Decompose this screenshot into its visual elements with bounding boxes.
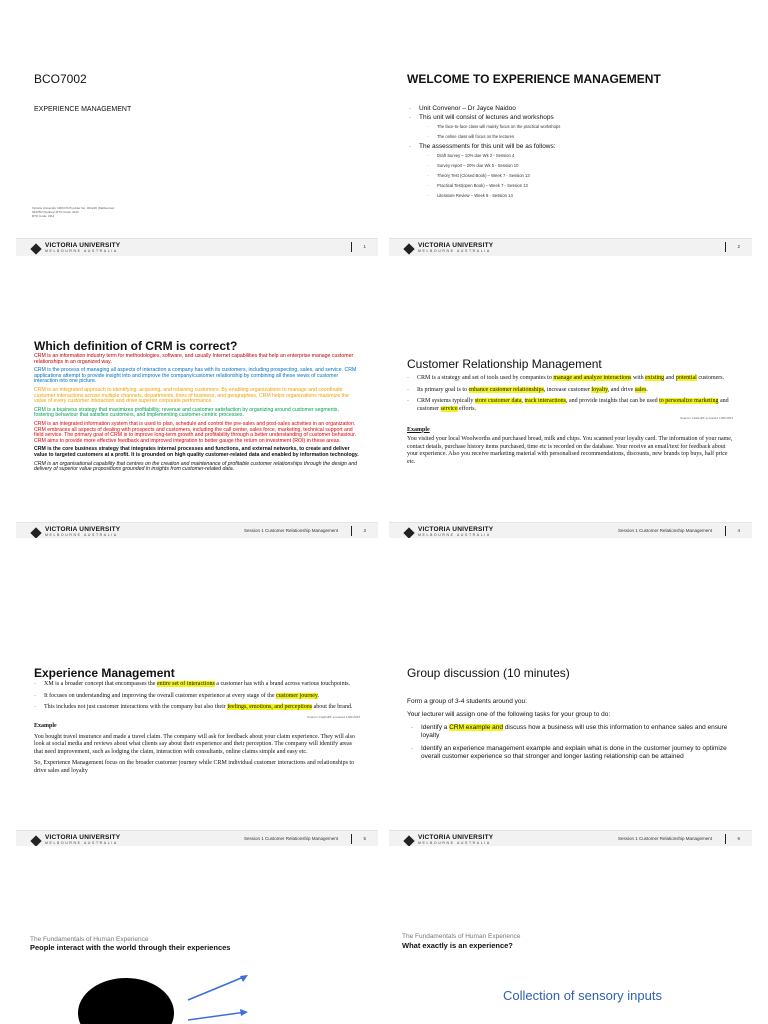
crm-definition: CRM is the process of managing all aspects of interaction a company has with its customers, including prospecting, sales, and service. CRM applications attempt to provide insight into and improve the company/customer relationship by combining all these views of customer interaction into one picture. [34,367,357,385]
slide-title: Group discussion (10 minutes) [407,666,570,680]
summary-text: So, Experience Management focus on the broader customer journey while CRM individual customer interactions and relationships to drive sales and loyalty [34,760,355,774]
footer-title: Session 1 Customer Relationship Management [617,528,712,533]
slide-2[interactable] [389,44,752,262]
legal-text: Victoria University CRICOS Provider No. 00124K (Melbourne) 02475D (Sydney) RTO Code: 3113 RTO Code: 3113 [32,206,115,218]
sub-bullet: - Draft Survey – 10% due Wk 2 - Session 4 [427,151,739,161]
slide-title: Which definition of CRM is correct? [34,339,238,353]
vu-logo: VICTORIA UNIVERSITY MELBOURNE AUSTRALIA [405,242,493,254]
sub-bullet: - Practical Test(open Book) – Week 7 - Session 13 [427,181,739,191]
crm-definition: CRM is an organisational capability that centres on the creation and maintenance of profitable customer relationships through the design and delivery of superior value propositions grounded in insights from customer-related data. [34,460,357,473]
page-number: 4 [737,528,740,533]
slide-title: People interact with the world through their experiences [30,943,231,952]
slide-1[interactable] [16,44,378,262]
footer-title: Session 1 Customer Relationship Management [617,836,712,841]
slide-8[interactable] [389,922,752,1024]
crm-definition: CRM is a business strategy that maximizes profitability, revenue and customer satisfaction by organizing around customer segments, fostering behaviour that satisfies customers, and implementing customer-centric processes. [34,406,339,419]
bullet-item: - XM is a broader concept that encompasses the entire set of interactions a customer has with a brand across various touchpoints. [34,681,360,689]
bullet-item: - CRM is a strategy and set of tools used by companies to manage and analyze interactions with existing and potential customers. [407,375,733,383]
bullet-item: - Its primary goal is to enhance customer relationships, increase customer loyalty, and drive sales. [407,387,733,395]
source-note: Source: ChatGPT accessed 1/08/2023 [307,714,360,719]
slide-kicker: The Fundamentals of Human Experience [402,933,521,940]
bullet-item: - Unit Convenor – Dr Jayce Naidoo [409,104,739,113]
crm-definition: CRM is an information industry term for methodologies, software, and usually Internet capabilities that help an enterprise manage customer relationships in an organized way. [34,353,354,365]
task-item: - Identify a CRM example and discuss how a business will use this information to enhance sales and ensure loyalty [411,724,737,740]
vu-logo: VICTORIA UNIVERSITY MELBOURNE AUSTRALIA [32,526,120,538]
center-text: Collection of sensory inputs [503,988,662,1003]
bullet-item: - CRM systems typically store customer data, track interactions, and provide insights that can be used to personalize marketing and customer service efforts. [407,398,733,413]
slide-footer [389,238,752,256]
page-number: 1 [363,244,366,249]
vu-logo: VICTORIA UNIVERSITY MELBOURNE AUSTRALIA [405,834,493,846]
page-number: 5 [363,836,366,841]
slide-7[interactable] [16,922,378,1024]
slide-title: Customer Relationship Management [407,357,602,371]
sub-bullet: - Literature Review – Week 8 - Session 14 [427,191,739,201]
slide-title: What exactly is an experience? [402,941,513,950]
crm-definition: CRM is an integrated approach to identifying, acquiring, and retaining customers. By enabling organizations to manage and coordinate customer interactions across multiple channels, departments, lines of business, and geographies, CRM helps organizations maximize the value of every customer interaction and drive superior corporate performance. [34,386,349,405]
instructions [407,698,737,761]
bullet-list [409,104,739,201]
example-text: You bought travel insurance and made a travel claim. The company will ask for feedback about your claim experience. They will also look at social media and reviews about what clients say about their experience and their perception. The company will identify areas that need improvement, such as lodging the claim, interaction with consultants, online claims simple and easy etc. [34,733,355,755]
footer-title: Session 1 Customer Relationship Management [243,528,338,533]
slide-5[interactable] [16,628,378,846]
slide-3[interactable] [16,320,378,538]
slide-footer [16,238,378,256]
slide-title: WELCOME TO EXPERIENCE MANAGEMENT [407,72,661,86]
sub-bullet: - Theory Test (Closed Book) – Week 7 - Session 13 [427,171,739,181]
bullet-list [34,681,360,775]
unit-subtitle: EXPERIENCE MANAGEMENT [34,106,132,113]
crm-definition: CRM is an integrated information system that is used to plan, schedule and control the pre-sales and post-sales activities in an organization. CRM embraces all aspects of dealing with prospects and customers, including the call center, sales force, marketing, technical support and field service. The primary goal of CRM is to improve long-term growth and profitability through a better understanding of customer behaviour. CRM aims to provide more effective feedback and improved integration to better gauge the return on investment (ROI) in these areas. [34,420,356,444]
source-note: Source: ChatGPT accessed 1/08/2023 [680,416,733,420]
slide-6[interactable] [389,628,752,846]
sub-bullet: - The online class will focus on the lectures [427,132,739,142]
sub-bullet: - Survey report – 20% due Wk 5 - Session 10 [427,161,739,171]
bullet-list [407,375,733,466]
slide-footer [389,522,752,538]
definition-list [34,354,360,473]
arrow-icon [184,974,254,1024]
unit-code: BCO7002 [34,72,87,86]
slide-title: Experience Management [34,666,175,680]
bullet-item: - This unit will consist of lectures and workshops [409,113,739,122]
slide-footer [16,830,378,846]
task-item: - Identify an experience management example and explain what is done in the customer journey to optimize overall customer experience so that stronger and longer lasting relationship can be attained [411,745,737,761]
example-label: Example [34,723,57,729]
slide-footer [16,522,378,538]
instruction-line: Form a group of 3-4 students around you: [407,698,527,705]
bullet-item: - This includes not just customer interactions with the company but also their feelings, emotions, and perceptions about the brand. [34,704,360,712]
bullet-item: - It focuses on understanding and improving the overall customer experience at every stage of the customer journey. [34,693,360,701]
page-number: 6 [737,836,740,841]
footer-title: Session 1 Customer Relationship Management [243,836,338,841]
instruction-line: Your lecturer will assign one of the following tasks for your group to do: [407,711,611,718]
bullet-item: - The assessments for this unit will be as follows: [409,142,739,151]
page-number: 3 [363,528,366,533]
vu-logo: VICTORIA UNIVERSITY MELBOURNE AUSTRALIA [32,834,120,846]
vu-logo: VICTORIA UNIVERSITY MELBOURNE AUSTRALIA [32,242,120,254]
sub-bullet: - The face-to-face class will mainly focus on the practical workshops [427,122,739,132]
slide-footer [389,830,752,846]
crm-definition: CRM is the core business strategy that integrates internal processes and functions, and external networks, to create and deliver value to targeted customers at a profit. It is grounded on high quality customer-related data and enabled by information technology. [34,446,359,458]
page-number: 2 [737,244,740,249]
slide-4[interactable] [389,320,752,538]
head-silhouette [78,978,174,1024]
example-label: Example [407,426,430,433]
example-text: You visited your local Woolworths and purchased bread, milk and chips. You scanned your loyalty card. The information of your name, contact details, purchase history items purchased, time etc is recorded on the database. Your receive an email/text for feedback about your experience. Also you receive marketing material with personalised recommendations, discounts, new brands top buys, half price etc. [407,436,733,465]
slide-kicker: The Fundamentals of Human Experience [30,936,149,943]
vu-logo: VICTORIA UNIVERSITY MELBOURNE AUSTRALIA [405,526,493,538]
